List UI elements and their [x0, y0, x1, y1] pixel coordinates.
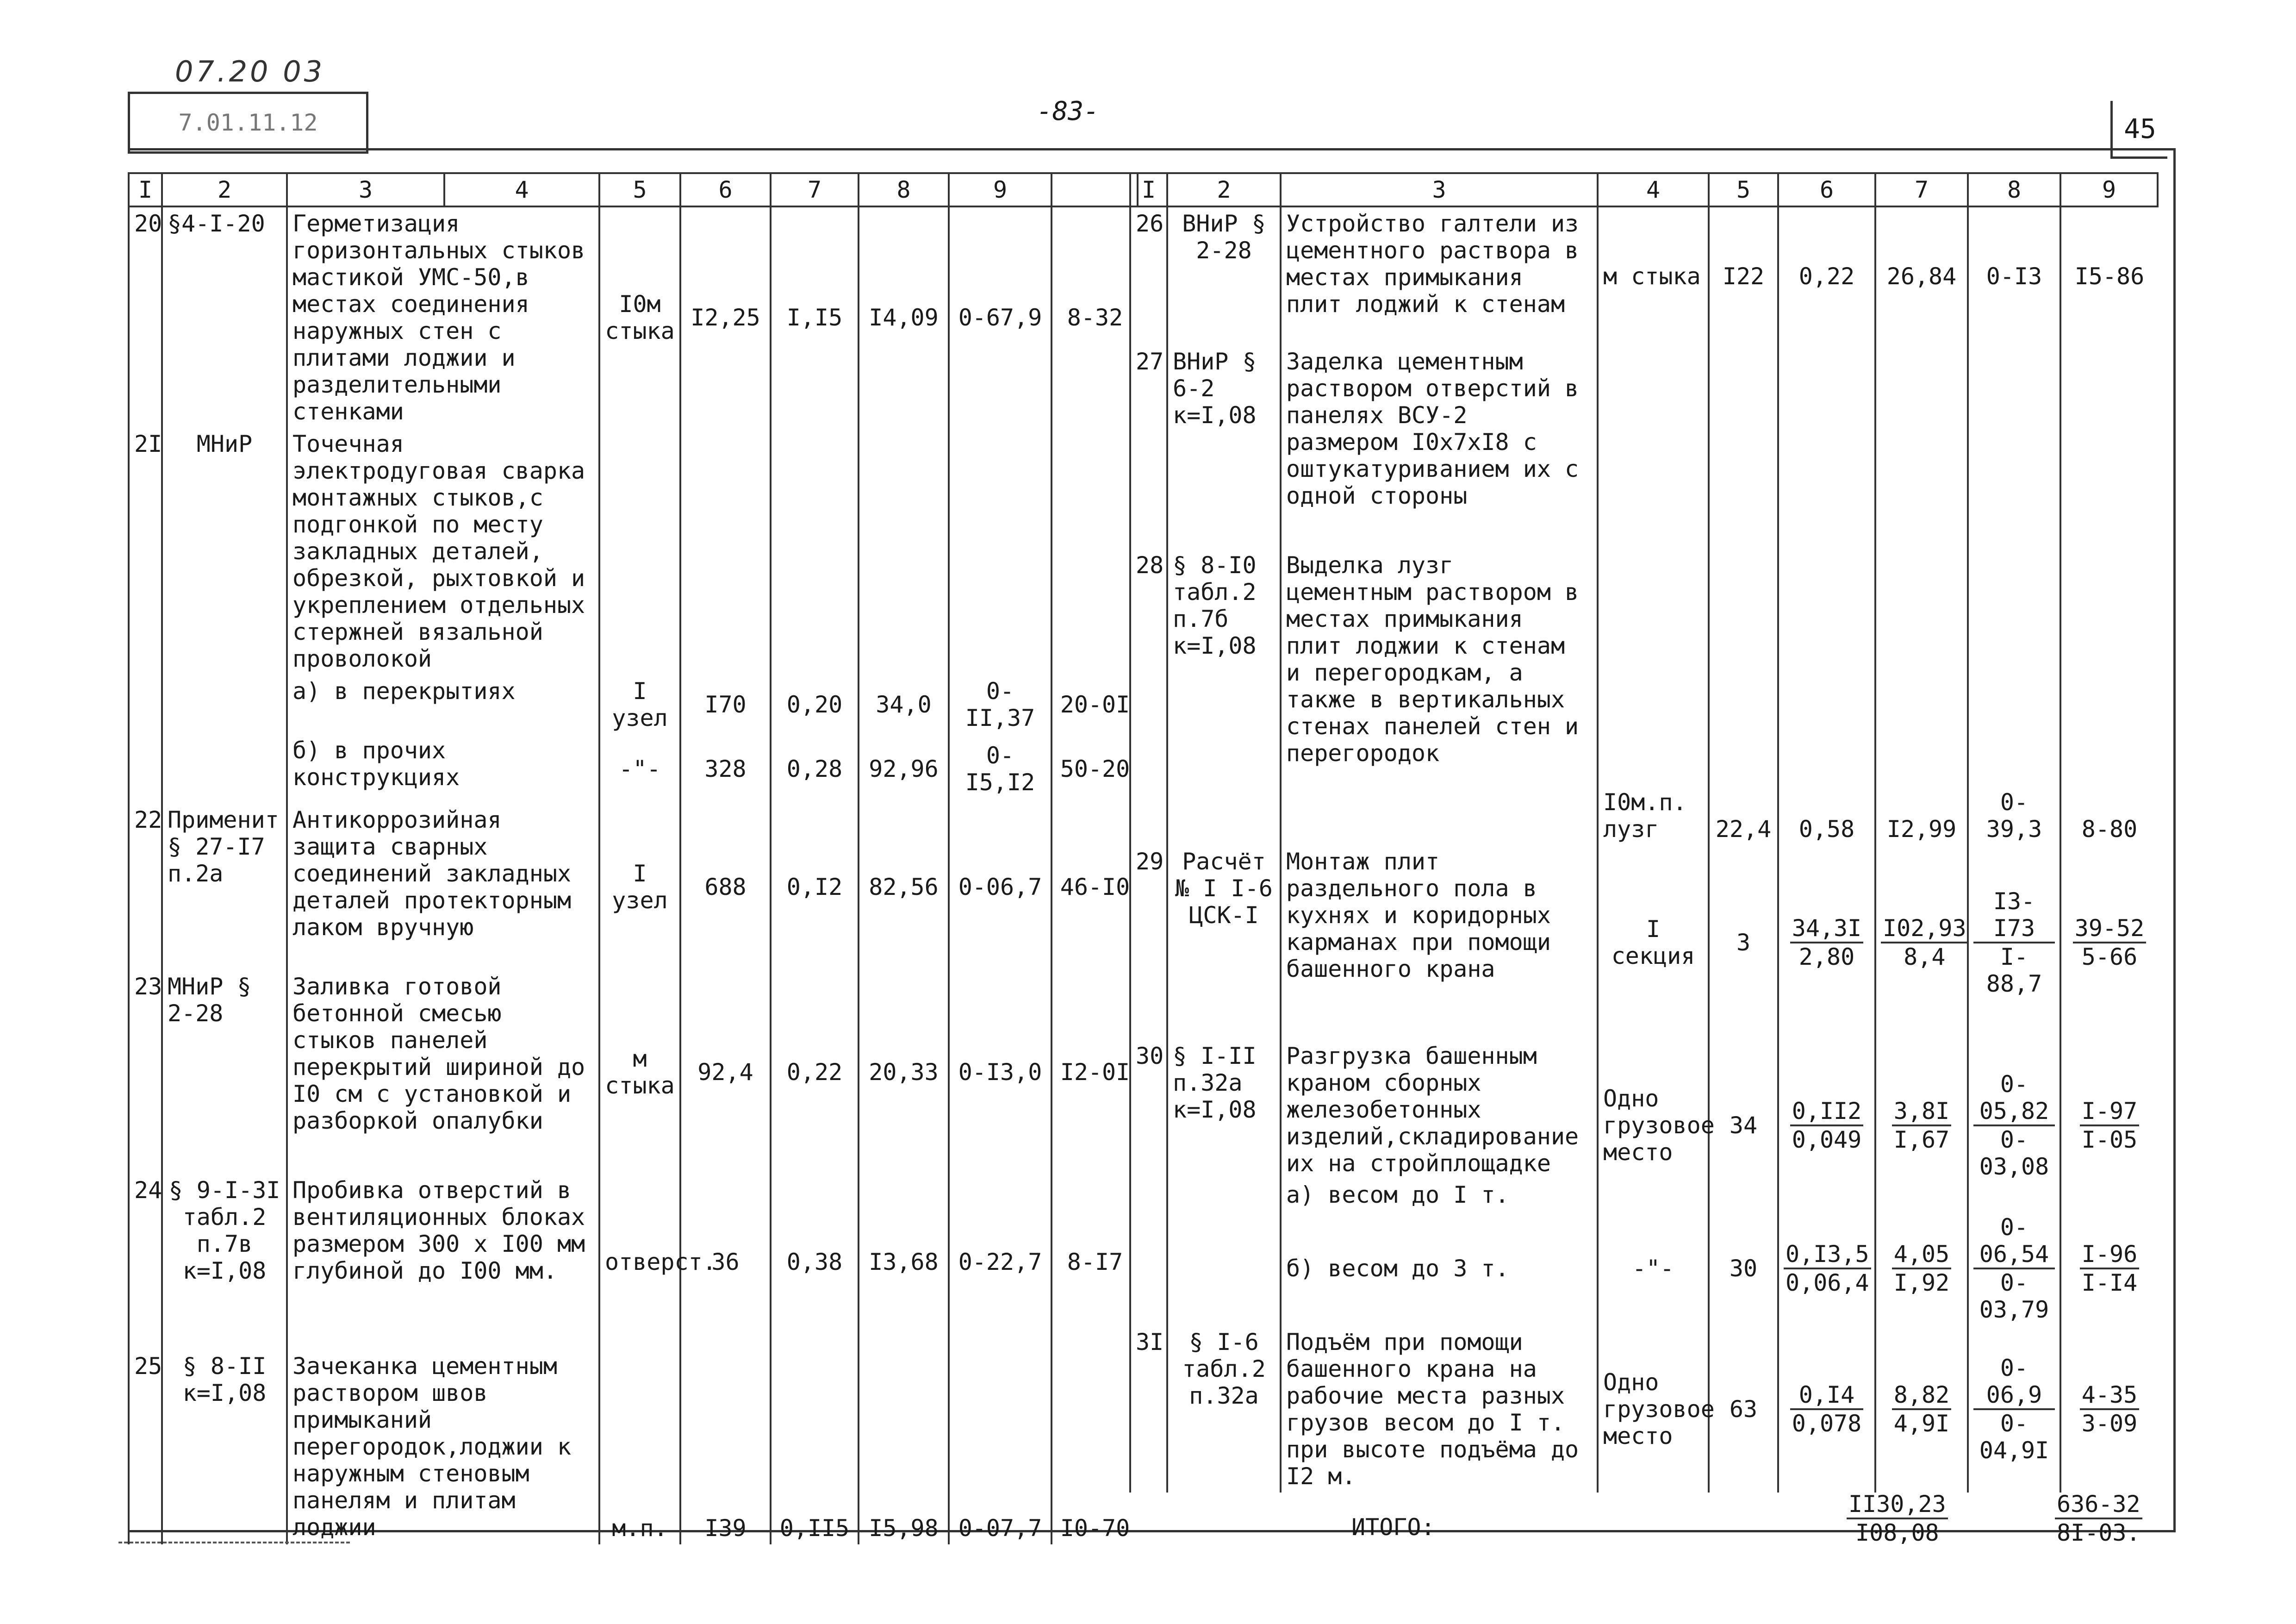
item-number: 27: [1130, 345, 1167, 549]
fraction-top: I3-I73: [1973, 888, 2055, 943]
item-number: 2I: [129, 428, 162, 675]
table-row: [1130, 345, 2158, 549]
item-c9: 8-32: [1052, 206, 1138, 428]
item-ref: § 9-I-3I табл.2 п.7в к=I,08: [162, 1174, 287, 1350]
item-c8: 0-I5,I2: [949, 734, 1052, 804]
fraction-top: 4,05: [1892, 1241, 1951, 1269]
col-header: [1052, 173, 1138, 206]
table-subrow: [1130, 1211, 2158, 1326]
col-header: 2: [162, 173, 287, 206]
col-header: 7: [1875, 173, 1968, 206]
item-work: Антикоррозийная защита сварных соединений закладных деталей протекторным лаком вручную: [287, 804, 599, 970]
fraction-top: 8,82: [1892, 1381, 1951, 1410]
item-ref: § I-6 табл.2 п.32а: [1167, 1326, 1281, 1493]
item-c8: 0-II,37: [949, 675, 1052, 734]
fraction-top: 0,I3,5: [1784, 1241, 1871, 1269]
table-subrow: [129, 734, 1138, 804]
item-number: 26: [1130, 206, 1167, 345]
col-header: 8: [1968, 173, 2060, 206]
fraction: [2055, 1491, 2142, 1546]
item-c9: I0-70: [1052, 1350, 1138, 1544]
fraction: [1973, 1355, 2055, 1464]
item-qty: 30: [1709, 1211, 1778, 1326]
fraction-bottom: I-88,7: [1986, 943, 2042, 997]
item-sub-b: б) весом до 3 т.: [1281, 1211, 1598, 1326]
fraction: [1790, 1381, 1864, 1437]
fraction: [1847, 1491, 1948, 1546]
col-header: 3: [1281, 173, 1598, 206]
item-unit: I0м.п. лузг: [1598, 549, 1709, 845]
item-unit: отверст.: [599, 1174, 680, 1350]
fraction-top: 0-06,54: [1973, 1214, 2055, 1269]
item-unit: Одно грузовое место: [1598, 1040, 1709, 1211]
item-ref: МНиР § 2-28: [162, 970, 287, 1174]
col-header: 7: [771, 173, 859, 206]
item-c7: I5,98: [859, 1350, 949, 1544]
table-row: [129, 206, 1138, 428]
fraction: [1784, 1241, 1871, 1296]
item-number: 25: [129, 1350, 162, 1544]
fraction: [2080, 1098, 2139, 1153]
item-c7: I4,09: [859, 206, 949, 428]
item-unit: I секция: [1598, 845, 1709, 1040]
item-work: Подъём при помощи башенного крана на рабочие места разных грузов весом до I т. при высоте подъёма до I2 м.: [1281, 1326, 1598, 1493]
item-unit: м стыка: [599, 970, 680, 1174]
col-header: 2: [1167, 173, 1281, 206]
right-header-row: [1130, 173, 2158, 206]
fraction-bottom: 0-04,9I: [1979, 1410, 2049, 1464]
item-c8: 0-06,7: [949, 804, 1052, 970]
total-label: ИТОГО:: [1351, 1514, 1435, 1541]
fraction-bottom: 5-66: [2081, 943, 2138, 970]
col-header: 9: [2060, 173, 2158, 206]
fraction-bottom: 0-03,08: [1979, 1126, 2049, 1180]
col-header: 6: [680, 173, 771, 206]
fraction: [1892, 1381, 1951, 1437]
table-row: [1130, 1040, 2158, 1211]
item-c6: 0,II5: [771, 1350, 859, 1544]
fraction-bottom: 2,80: [1798, 943, 1855, 970]
item-c7: 26,84: [1875, 206, 1968, 345]
item-number: 28: [1130, 549, 1167, 845]
fraction: [1973, 1071, 2055, 1180]
item-qty: I2,25: [680, 206, 771, 428]
item-work-text: Разгрузка башенным краном сборных железобетонных изделий,складирование их на стройплощадке: [1286, 1043, 1579, 1177]
item-c6: 0,I2: [771, 804, 859, 970]
item-c6: 0,58: [1778, 549, 1875, 845]
item-qty: 328: [680, 734, 771, 804]
item-work: Заливка готовой бетонной смесью стыков панелей перекрытий шириной до I0 см с установкой и разборкой опалубки: [287, 970, 599, 1174]
fraction-top: I02,93: [1881, 915, 1968, 943]
item-ref: МНиР: [162, 428, 287, 675]
fraction-bottom: 0,078: [1792, 1410, 1862, 1437]
item-sub-b: б) в прочих конструкциях: [287, 734, 599, 804]
item-c8: 0-I3,0: [949, 970, 1052, 1174]
fraction-top: 39-52: [2073, 915, 2147, 943]
item-c9: 46-I0: [1052, 804, 1138, 970]
item-c7: 20,33: [859, 970, 949, 1174]
col-header: I: [1130, 173, 1167, 206]
fraction-top: 3,8I: [1892, 1098, 1951, 1126]
item-c8: 0-I3: [1968, 206, 2060, 345]
page-number: 45: [2110, 101, 2167, 159]
item-qty: 36: [680, 1174, 771, 1350]
table-row: [129, 804, 1138, 970]
col-header: 5: [1709, 173, 1778, 206]
table-row: [1130, 549, 2158, 845]
item-unit: -"-: [1598, 1211, 1709, 1326]
fraction: [1790, 1098, 1864, 1153]
item-work: Пробивка отверстий в вентиляционных блоках размером 300 х I00 мм глубиной до I00 мм.: [287, 1174, 599, 1350]
fraction-bottom: 0,049: [1792, 1126, 1862, 1153]
item-c7: I3,68: [859, 1174, 949, 1350]
item-ref: § 8-II к=I,08: [162, 1350, 287, 1544]
col-header: 8: [859, 173, 949, 206]
fraction-bottom: I-05: [2081, 1126, 2138, 1153]
fraction-top: 636-32: [2055, 1491, 2142, 1519]
item-ref: ВНиР § 6-2 к=I,08: [1167, 345, 1281, 549]
fraction-bottom: 0,06,4: [1786, 1269, 1869, 1296]
item-c6: 0,38: [771, 1174, 859, 1350]
item-c8: 0-67,9: [949, 206, 1052, 428]
col-header: 4: [1598, 173, 1709, 206]
item-number: 22: [129, 804, 162, 970]
fraction-bottom: 4,9I: [1893, 1410, 1950, 1437]
item-unit: -"-: [599, 734, 680, 804]
item-c7: 92,96: [859, 734, 949, 804]
table-row: [129, 1174, 1138, 1350]
item-qty: 22,4: [1709, 549, 1778, 845]
fraction-bottom: I,67: [1893, 1126, 1950, 1153]
item-work: Выделка лузг цементным раствором в местах примыкания плит лоджии к стенам и перегородкам, а также в вертикальных стенах панелей стен и перегородок: [1281, 549, 1598, 845]
fraction-bottom: 3-09: [2081, 1410, 2138, 1437]
item-number: 29: [1130, 845, 1167, 1040]
item-c9: 20-0I: [1052, 675, 1138, 734]
fraction-bottom: I08,08: [1855, 1519, 1939, 1546]
item-ref: Расчёт № I I-6 ЦСК-I: [1167, 845, 1281, 1040]
item-work: Зачеканка цементным раствором швов примыканий перегородок,лоджии к наружным стеновым панелям и плитам лоджии: [287, 1350, 599, 1544]
item-c9: I2-0I: [1052, 970, 1138, 1174]
fraction-top: II30,23: [1847, 1491, 1948, 1519]
col-header: 9: [949, 173, 1052, 206]
item-qty: 92,4: [680, 970, 771, 1174]
item-work: Заделка цементным раствором отверстий в панелях ВСУ-2 размером I0х7хI8 с оштукатуриванием их с одной стороны: [1281, 345, 1598, 549]
fraction-top: 34,3I: [1790, 915, 1864, 943]
item-unit: I0м стыка: [599, 206, 680, 428]
item-c6: 0,20: [771, 675, 859, 734]
item-qty: I70: [680, 675, 771, 734]
item-work: Точечная электродуговая сварка монтажных стыков,с подгонкой по месту закладных деталей, обрезкой, рыхтовкой и укреплением отдельных стержней вязальной проволокой: [287, 428, 599, 675]
item-c7: 82,56: [859, 804, 949, 970]
col-header: 6: [1778, 173, 1875, 206]
fraction-top: 0-05,82: [1973, 1071, 2055, 1126]
item-work: Монтаж плит раздельного пола в кухнях и коридорных карманах при помощи башенного крана: [1281, 845, 1598, 1040]
fraction-top: 4-35: [2080, 1381, 2139, 1410]
fraction: [1973, 888, 2055, 997]
item-ref: Применит § 27-I7 п.2а: [162, 804, 287, 970]
item-number: 3I: [1130, 1326, 1167, 1493]
item-c6: 0,22: [1778, 206, 1875, 345]
col-header: 3: [287, 173, 444, 206]
fraction-top: I-97: [2080, 1098, 2139, 1126]
item-qty: I22: [1709, 206, 1778, 345]
fraction: [1892, 1098, 1951, 1153]
fraction-top: 0-06,9: [1973, 1355, 2055, 1410]
fraction-bottom: 8I-03.: [2057, 1519, 2140, 1546]
item-number: 30: [1130, 1040, 1167, 1211]
col-header: I: [129, 173, 162, 206]
fraction: [1790, 915, 1864, 970]
item-c7: 34,0: [859, 675, 949, 734]
item-qty: I39: [680, 1350, 771, 1544]
item-number: 24: [129, 1174, 162, 1350]
fraction-bottom: 8,4: [1904, 943, 1946, 970]
table-row: [129, 428, 1138, 675]
item-c8: 0-39,3: [1968, 549, 2060, 845]
item-unit: I узел: [599, 804, 680, 970]
item-sub-a: а) весом до I т.: [1286, 1181, 1509, 1208]
item-number: 23: [129, 970, 162, 1174]
item-qty: 688: [680, 804, 771, 970]
item-qty: 3: [1709, 845, 1778, 1040]
fraction: [2080, 1241, 2139, 1296]
item-qty: 63: [1709, 1326, 1778, 1493]
table-row: [129, 1350, 1138, 1544]
item-c7: I2,99: [1875, 549, 1968, 845]
left-table: [128, 172, 1139, 1544]
item-c6: 0,22: [771, 970, 859, 1174]
item-unit: м.п.: [599, 1350, 680, 1544]
item-work: [1281, 1040, 1598, 1211]
item-number: 20: [129, 206, 162, 428]
item-unit: м стыка: [1598, 206, 1709, 345]
item-sub-a: а) в перекрытиях: [287, 675, 599, 734]
fraction: [2080, 1381, 2139, 1437]
item-c9: I5-86: [2060, 206, 2158, 345]
fraction-top: I-96: [2080, 1241, 2139, 1269]
item-work: Герметизация горизонтальных стыков мастикой УМС-50,в местах соединения наружных стен с плитами лоджии и разделительными стенками: [287, 206, 599, 428]
item-unit: Одно грузовое место: [1598, 1326, 1709, 1493]
right-table: [1129, 172, 2159, 1493]
item-c9: 8-I7: [1052, 1174, 1138, 1350]
table-row: [1130, 845, 2158, 1040]
item-ref: § 8-I0 табл.2 п.7б к=I,08: [1167, 549, 1281, 845]
table-row: [129, 970, 1138, 1174]
item-c6: 0,28: [771, 734, 859, 804]
fraction-bottom: 0-03,79: [1979, 1269, 2049, 1323]
item-ref: ВНиР § 2-28: [1167, 206, 1281, 345]
page-mark: -83-: [1037, 96, 1099, 126]
fraction: [1881, 915, 1968, 970]
bottom-rule: [118, 1542, 350, 1543]
col-header: 4: [444, 173, 599, 206]
item-c8: 0-07,7: [949, 1350, 1052, 1544]
item-c9: 50-20: [1052, 734, 1138, 804]
col-header: 5: [599, 173, 680, 206]
fraction-top: 0,II2: [1790, 1098, 1864, 1126]
fraction: [2073, 915, 2147, 970]
item-ref: §4-I-20: [162, 206, 287, 428]
item-c6: I,I5: [771, 206, 859, 428]
stamp-box: 7.01.11.12: [128, 92, 368, 154]
doc-code: 07.20 03: [175, 55, 325, 88]
fraction: [1973, 1214, 2055, 1323]
item-c8: 0-22,7: [949, 1174, 1052, 1350]
table-row: [1130, 206, 2158, 345]
table-subrow: [129, 675, 1138, 734]
total-cost: [2055, 1491, 2142, 1546]
fraction-top: 0,I4: [1790, 1381, 1864, 1410]
total-labor: [1847, 1491, 1948, 1546]
item-ref: § I-II п.32а к=I,08: [1167, 1040, 1281, 1211]
table-row: [1130, 1326, 2158, 1493]
item-work: Устройство галтели из цементного раствора в местах примыкания плит лоджий к стенам: [1281, 206, 1598, 345]
fraction-bottom: I-I4: [2081, 1269, 2138, 1296]
fraction-bottom: I,92: [1893, 1269, 1950, 1296]
item-unit: I узел: [599, 675, 680, 734]
left-header-row: [129, 173, 1138, 206]
item-qty: 34: [1709, 1040, 1778, 1211]
fraction: [1892, 1241, 1951, 1296]
item-c9: 8-80: [2060, 549, 2158, 845]
